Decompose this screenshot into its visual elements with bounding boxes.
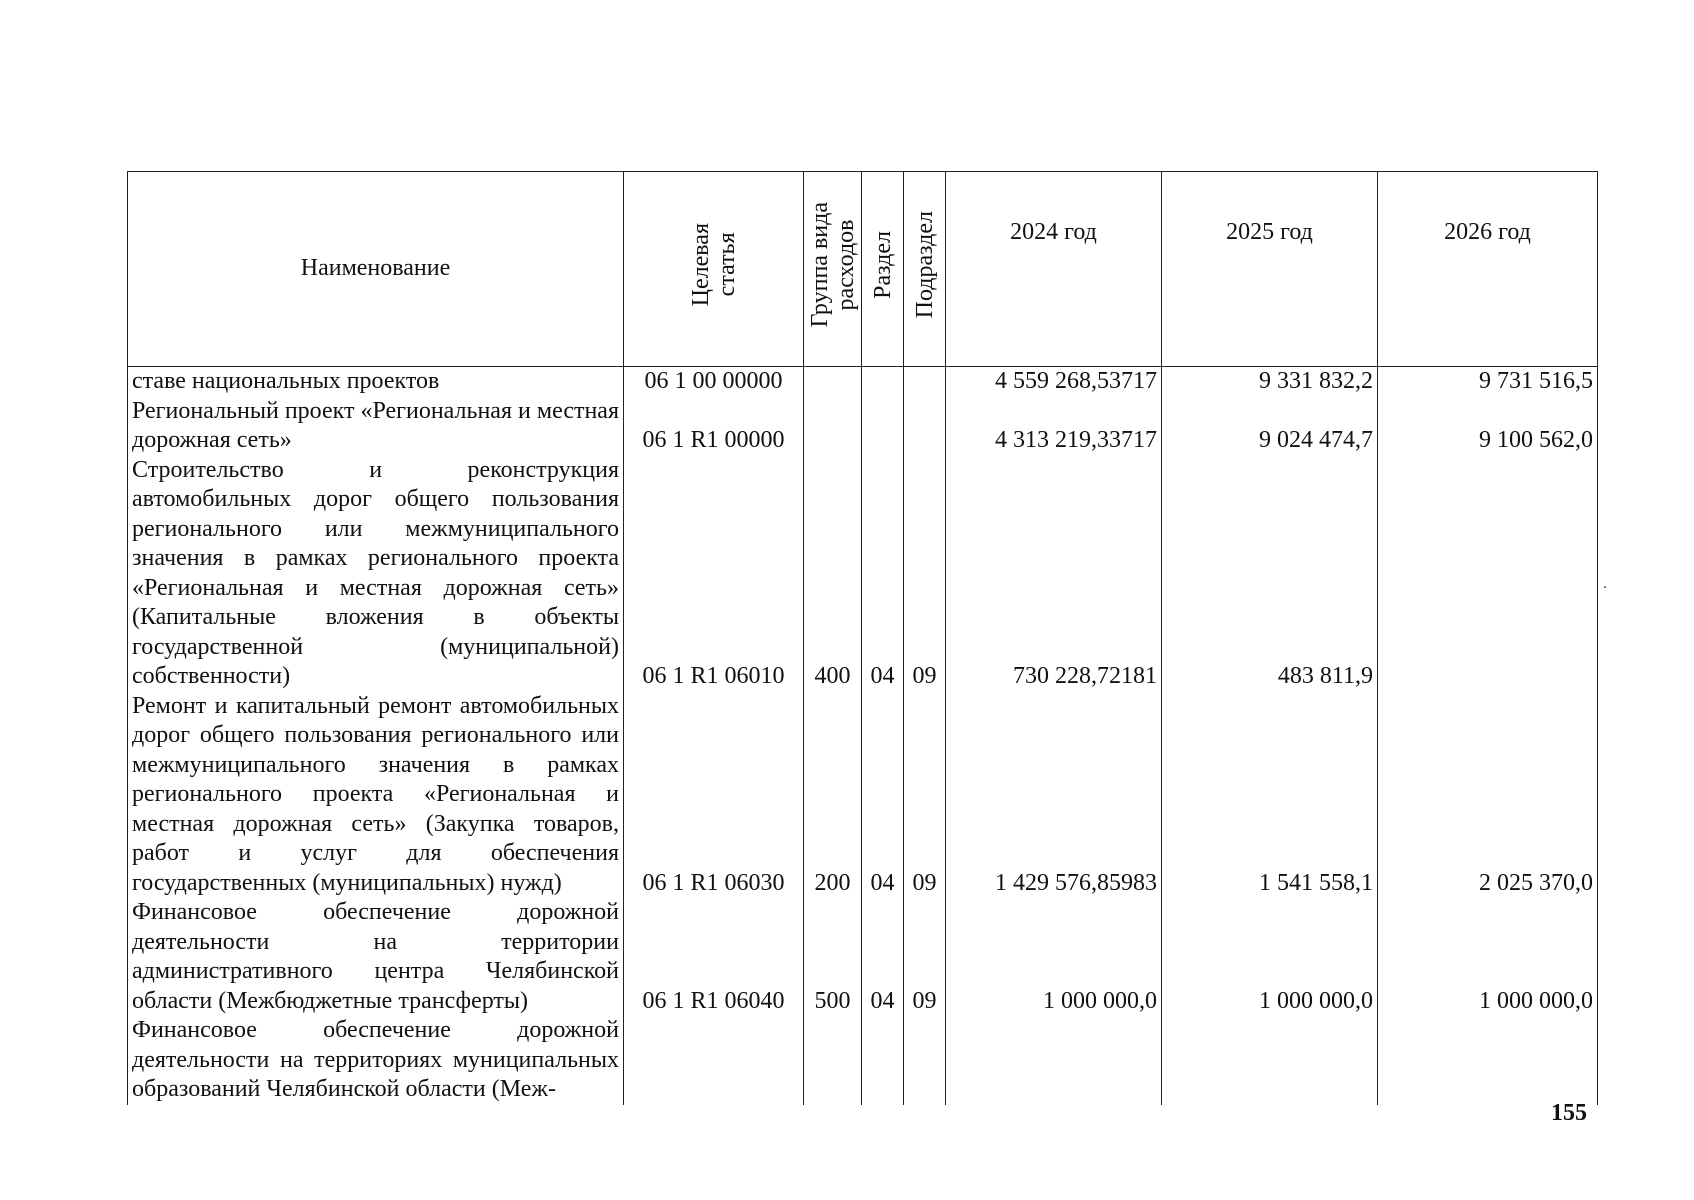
page-number: 155 [1551,1100,1587,1126]
header-year-2025 [1162,172,1378,367]
row-target-article: 06 1 00 00000 [624,367,804,397]
row-subsection [904,367,946,397]
header-group-line2: расходов [832,219,859,311]
row-expense-group: 400 [804,456,862,692]
header-year-2026 [1378,172,1598,367]
row-expense-group [804,397,862,456]
header-year-2024-label: 2024 год [1010,219,1097,245]
header-target-article-label [688,223,740,306]
row-amount-2025: 9 024 474,7 [1162,397,1378,456]
row-section: 04 [862,898,904,1016]
row-section [862,1016,904,1105]
header-year-2025-label: 2025 год [1226,219,1313,245]
row-amount-2025: 1 541 558,1 [1162,692,1378,899]
table-row [128,1016,1598,1105]
row-expense-group: 500 [804,898,862,1016]
header-expense-group [804,172,862,367]
table-row [128,898,1598,1016]
table-body [128,367,1598,1105]
row-subsection: 09 [904,692,946,899]
row-amount-2024: 4 313 219,33717 [946,397,1162,456]
row-section: 04 [862,692,904,899]
row-amount-2025: 9 331 832,2 [1162,367,1378,397]
row-amount-2026: 9 100 562,0 [1378,397,1598,456]
row-expense-group: 200 [804,692,862,899]
row-target-article: 06 1 R1 06030 [624,692,804,899]
row-amount-2026: 1 000 000,0 [1378,898,1598,1016]
header-subsection-label: Подраздел [911,211,938,319]
header-name-label: Наименование [300,255,451,282]
row-amount-2026: 9 731 516,5 [1378,367,1598,397]
row-target-article: 06 1 R1 06010 [624,456,804,692]
row-target-article: 06 1 R1 06040 [624,898,804,1016]
table-row [128,367,1598,397]
row-name: Финансовое обеспечение дорожной деятельности на территориях муниципальных образований Челябинской области (Меж- [128,1016,624,1105]
header-name [128,172,624,367]
budget-table [127,171,1598,1105]
row-expense-group [804,1016,862,1105]
row-amount-2026 [1378,1016,1598,1105]
header-group-line1: Группа вида [806,202,833,328]
header-section-label: Раздел [869,230,896,299]
header-target-line2: статья [713,232,740,297]
header-target-article [624,172,804,367]
row-subsection: 09 [904,898,946,1016]
row-name: Ремонт и капитальный ремонт автомобильных дорог общего пользования регионального или межмуниципального значения в рамках регионального проекта «Региональная и местная дорожная сеть» (Закупка товаров, работ и услуг для обеспечения государственных (муниципальных) нужд) [128,692,624,899]
header-target-line1: Целевая [687,223,714,307]
row-amount-2024: 1 000 000,0 [946,898,1162,1016]
row-name: Строительство и реконструкция автомобильных дорог общего пользования регионального или межмуниципального значения в рамках регионального проекта «Региональная и местная дорожная сеть» (Капитальные вложения в объекты государственной (муниципальной) собственности) [128,456,624,692]
row-section [862,367,904,397]
scan-speck [1604,586,1606,588]
header-expense-group-label [807,202,859,327]
row-amount-2025 [1162,1016,1378,1105]
row-name: Региональный проект «Региональная и местная дорожная сеть» [128,397,624,456]
row-amount-2026: 2 025 370,0 [1378,692,1598,899]
row-amount-2025: 1 000 000,0 [1162,898,1378,1016]
row-target-article [624,1016,804,1105]
row-amount-2024: 1 429 576,85983 [946,692,1162,899]
row-amount-2025: 483 811,9 [1162,456,1378,692]
row-name: Финансовое обеспечение дорожной деятельности на территории административного центра Челябинской области (Межбюджетные трансферты) [128,898,624,1016]
table-header [128,172,1598,367]
row-subsection: 09 [904,456,946,692]
row-target-article: 06 1 R1 00000 [624,397,804,456]
row-subsection [904,397,946,456]
row-amount-2026 [1378,456,1598,692]
row-expense-group [804,367,862,397]
table-row [128,456,1598,692]
row-amount-2024: 730 228,72181 [946,456,1162,692]
table-row [128,692,1598,899]
table-row [128,397,1598,456]
row-section [862,397,904,456]
row-subsection [904,1016,946,1105]
row-amount-2024 [946,1016,1162,1105]
header-subsection [904,172,946,367]
row-section: 04 [862,456,904,692]
row-name: ставе национальных проектов [128,367,624,397]
row-amount-2024: 4 559 268,53717 [946,367,1162,397]
header-year-2024 [946,172,1162,367]
header-year-2026-label: 2026 год [1444,219,1531,245]
header-section [862,172,904,367]
